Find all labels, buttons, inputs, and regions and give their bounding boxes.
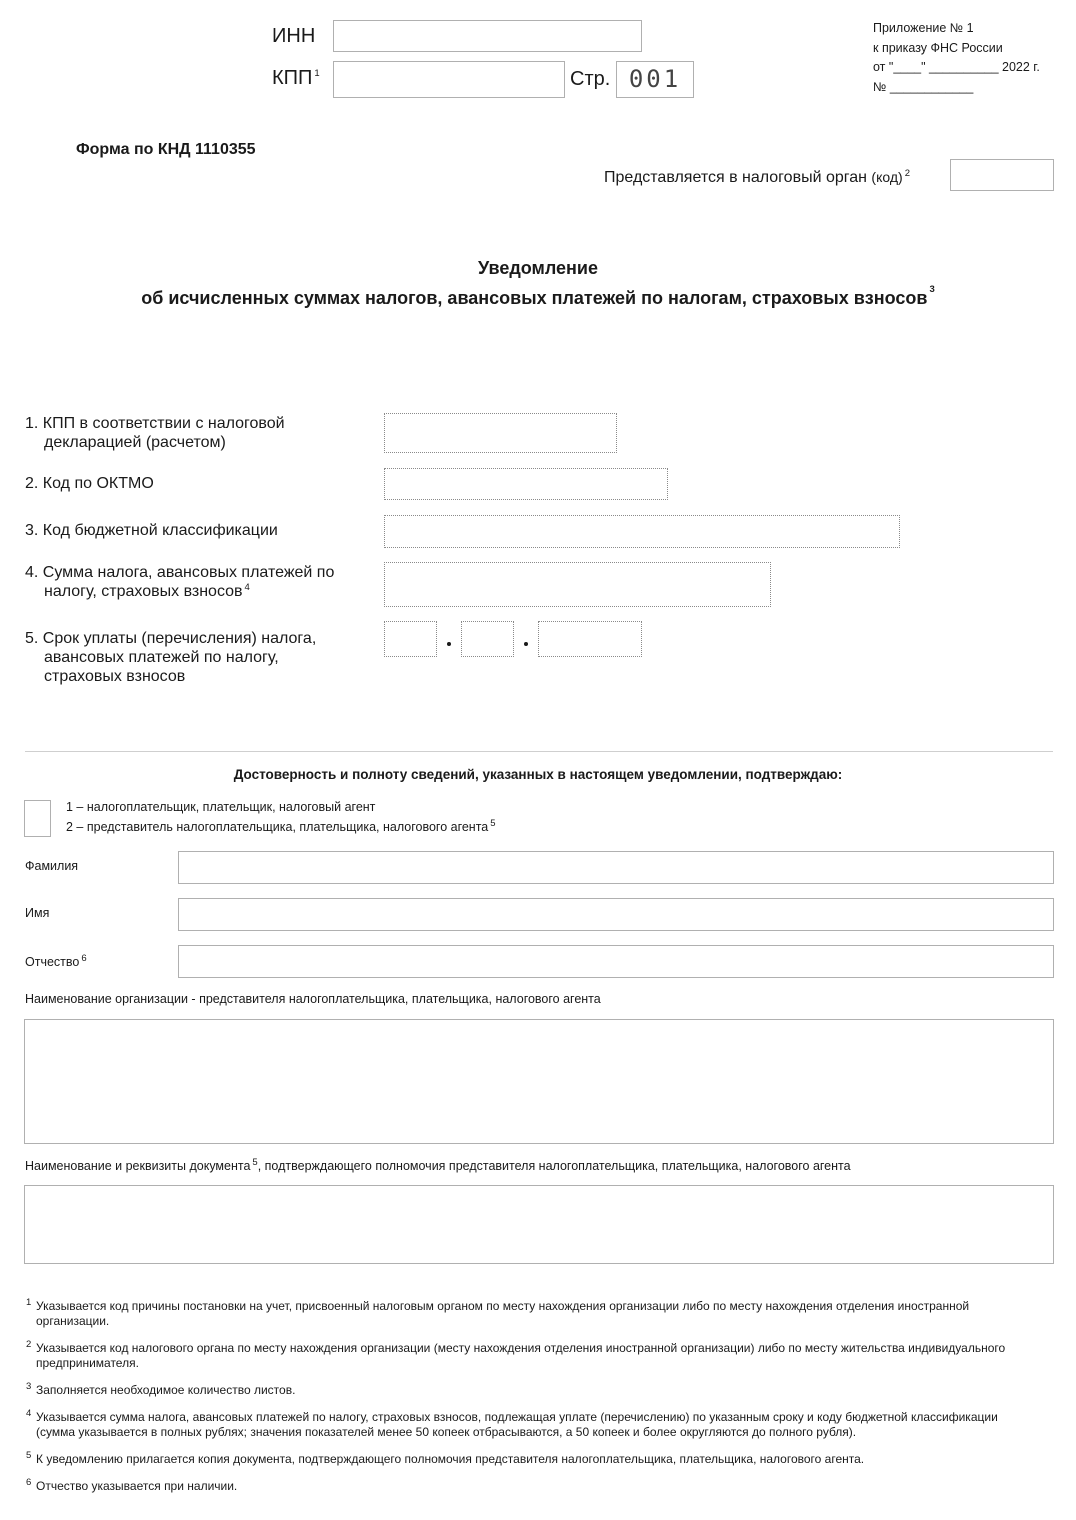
- footnote: 1 Указывается код причины постановки на учет, присвоенный налоговым органом по месту нахождения организации либо по месту нахождения отделения иностранной организации.: [26, 1297, 970, 1328]
- name-label: Имя: [25, 906, 50, 920]
- due-month-input[interactable]: [461, 621, 514, 657]
- footnote: 4 Указывается сумма налога, авансовых платежей по налогу, страховых взносов, подлежащая уплате (перечислению) по указанным сроку и коду бюджетной классификации (сумма указывается в полных рублях; значения показателей менее 50 копеек отбрасываются, а 50 копеек и более округляются до полного рубля).: [26, 1408, 998, 1439]
- appendix-line: № ____________: [873, 79, 974, 94]
- kbk-input[interactable]: [384, 515, 900, 548]
- signer-option-2: 2 – представитель налогоплательщика, плательщика, налогового агента $^5$: [66, 818, 496, 834]
- field-2-label: 2. Код по ОКТМО: [25, 475, 154, 492]
- tax-authority-code-input[interactable]: [950, 159, 1054, 191]
- inn-input[interactable]: [333, 20, 642, 52]
- field-1-label: 1. КПП в соответствии с налоговой декларацией (расчетом): [25, 415, 285, 451]
- footnote: 2 Указывается код налогового органа по месту нахождения организации (месту нахождения отделения иностранной организации) либо по месту жительства индивидуального предпринимателя.: [26, 1339, 1006, 1370]
- date-separator-dot: [447, 642, 451, 646]
- signer-option-1: 1 – налогоплательщик, плательщик, налоговый агент: [66, 800, 376, 814]
- inn-label: ИНН: [272, 25, 316, 47]
- surname-input[interactable]: [178, 851, 1054, 884]
- form-code: Форма по КНД 1110355: [76, 141, 256, 158]
- tax-authority-label: Представляется в налоговый орган (код) $^2$: [604, 168, 910, 186]
- field-4-label: 4. Сумма налога, авансовых платежей по налогу, страховых взносов $^4$: [25, 564, 335, 600]
- patronymic-input[interactable]: [178, 945, 1054, 978]
- patronymic-label: Отчество $^6$: [25, 953, 87, 969]
- document-subtitle: об исчисленных суммах налогов, авансовых платежей по налогам, страховых взносов $^3$: [141, 284, 935, 308]
- section-divider: [25, 751, 1053, 752]
- confirmation-title: Достоверность и полноту сведений, указанных в настоящем уведомлении, подтверждаю:: [233, 767, 843, 782]
- footnote: 3 Заполняется необходимое количество листов.: [26, 1381, 296, 1397]
- signer-type-input[interactable]: [24, 800, 51, 837]
- page-number-field[interactable]: 001: [616, 61, 694, 98]
- surname-label: Фамилия: [25, 859, 79, 873]
- organization-input[interactable]: [24, 1019, 1054, 1144]
- date-separator-dot: [524, 642, 528, 646]
- kpp-label: КПП $^1$: [272, 67, 320, 89]
- authority-document-label: Наименование и реквизиты документа $^5$, подтверждающего полномочия представителя налогоплательщика, плательщика, налогового агента: [25, 1157, 851, 1173]
- document-title: Уведомление: [477, 258, 598, 278]
- tax-amount-input[interactable]: [384, 562, 771, 607]
- due-day-input[interactable]: [384, 621, 437, 657]
- footnote: 5 К уведомлению прилагается копия документа, подтверждающего полномочия представителя налогоплательщика, плательщика, налогового агента.: [26, 1450, 865, 1466]
- kpp-declaration-input[interactable]: [384, 413, 617, 453]
- field-5-label: 5. Срок уплаты (перечисления) налога, авансовых платежей по налогу, страховых взносов: [25, 630, 317, 685]
- appendix-line: к приказу ФНС России: [873, 40, 1003, 55]
- footnote: 6 Отчество указывается при наличии.: [26, 1477, 238, 1493]
- authority-document-input[interactable]: [24, 1185, 1054, 1264]
- due-year-input[interactable]: [538, 621, 642, 657]
- appendix-line: от "____" __________ 2022 г.: [873, 60, 1040, 74]
- oktmo-input[interactable]: [384, 468, 668, 500]
- kpp-input[interactable]: [333, 61, 565, 98]
- appendix-line: Приложение № 1: [873, 21, 974, 35]
- page-label: Стр.: [570, 68, 611, 90]
- name-input[interactable]: [178, 898, 1054, 931]
- appendix-block: [873, 19, 1040, 97]
- organization-label: Наименование организации - представителя налогоплательщика, плательщика, налогового агента: [25, 992, 601, 1006]
- field-3-label: 3. Код бюджетной классификации: [25, 522, 278, 539]
